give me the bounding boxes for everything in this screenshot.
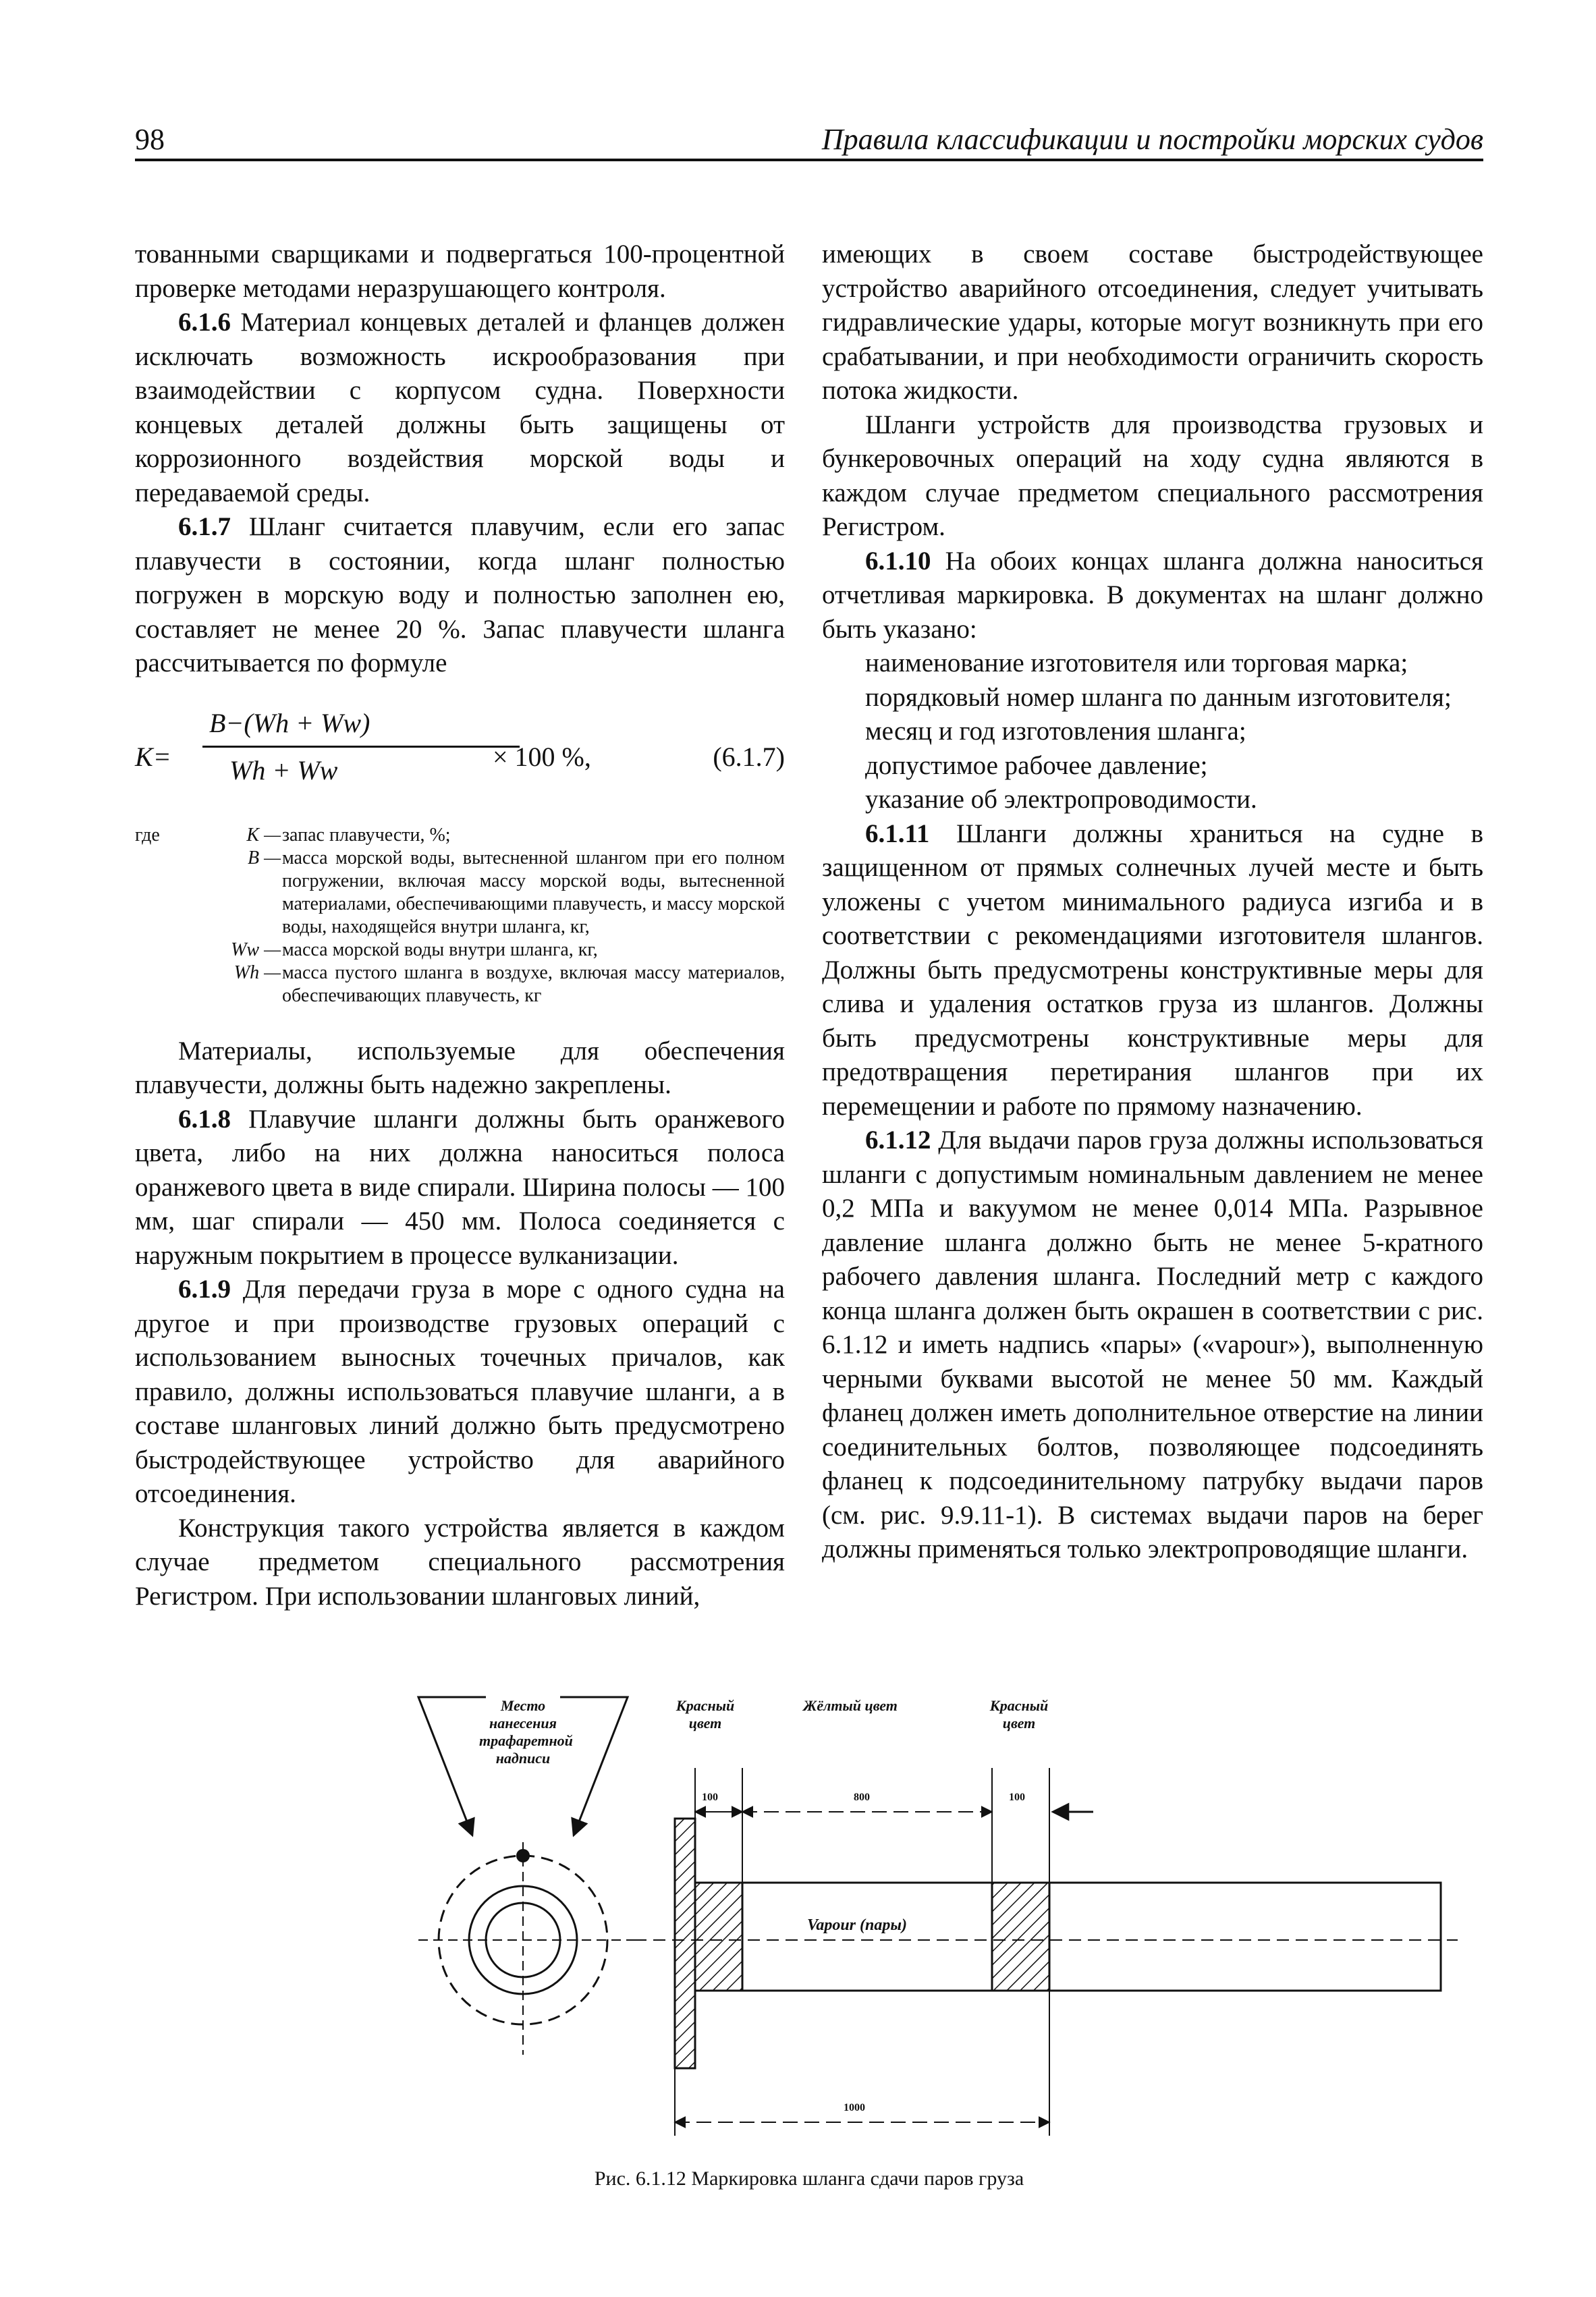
label-yellow-color: Жёлтый цвет [803,1697,898,1714]
dim-1000: 1000 [844,2102,865,2113]
paragraph-6-1-12 [822,1124,1483,1567]
section-number: 6.1.6 [178,308,231,337]
hose-side-view [634,1768,1458,2136]
formula-legend [135,824,785,1007]
legend-item [135,939,785,962]
equation-number: (6.1.7) [713,741,785,772]
figure-caption: Рис. 6.1.12 Маркировка шланга сдачи паров груза [594,2167,1024,2190]
list-item: допустимое рабочее давление; [865,750,1208,780]
legend-text: запас плавучести, %; [282,824,451,846]
legend-text: масса пустого шланга в воздухе, включая массу материалов, обеспечивающих плавучесть, кг [282,962,785,1006]
list-item: порядковый номер шланга по данным изготовителя; [865,682,1452,712]
dim-100-left: 100 [702,1792,718,1803]
right-column [822,238,1483,1567]
label-stencil-place: Место нанесения трафаретной надписи [479,1697,573,1767]
section-number: 6.1.12 [865,1126,931,1155]
dim-100-right: 100 [1009,1792,1025,1803]
running-title: Правила классификации и постройки морских судов [821,123,1483,156]
legend-symbol: B — [248,847,281,868]
legend-label: где [135,824,160,846]
legend-item [135,847,785,939]
formula-multiplier: × 100 %, [493,741,591,772]
left-column [135,238,785,1613]
formula-denominator: Wh + Ww [229,754,338,785]
legend-text: масса морской воды внутри шланга, кг, [282,939,598,960]
section-number: 6.1.8 [178,1104,231,1134]
section-number: 6.1.7 [178,512,231,541]
paragraph-6-1-9 [135,1273,785,1512]
hose-stencil-text: Vapour (пары) [806,1916,908,1934]
figure-hose-marking [378,1670,1525,2163]
paragraph: Шланги устройств для производства грузовых и бункеровочных операций на ходу судна являются в каждом случае предметом специального рассмотрения Регистром. [822,410,1483,541]
page-number: 98 [135,123,165,156]
paragraph-6-1-10 [822,545,1483,647]
page-header [135,118,1483,161]
paragraph-6-1-6 [135,306,785,510]
paragraph-text: Для выдачи паров груза должны использоваться шланги с допустимым номинальным давлением не менее 0,2 МПа и вакуумом не менее 0,014 МПа. Разрывное давление шланга должно быть не менее 5-кратного рабочего давления шланга. Последний метр с каждого конца шланга должен быть окрашен в соответствии с рис. 6.1.12 и иметь надпись «пары» («vapour»), выполненную черными буквами высотой не менее 50 мм. Каждый фланец должен иметь дополнительное отверстие на линии соединительных болтов, позволяющее подсоединять фланец к подсоединительному патрубку выдачи паров (см. рис. 9.9.11-1). В системах выдачи паров на берег должны применяться только электропроводящие шланги. [822,1126,1483,1563]
paragraph-text: Для передачи груза в море с одного судна на другое и при производстве грузовых операций с использованием выносных точечных причалов, как правило, должны использоваться плавучие шланги, а в составе шланговых линий должно быть предусмотрено быстродействующее устройство для аварийного отсоединения. [135,1275,785,1508]
fraction-bar [202,746,520,748]
legend-symbol: Wh — [233,962,281,983]
paragraph-text: На обоих концах шланга должна наноситься отчетливая маркировка. В документах на шланг должно быть указано: [822,546,1483,644]
formula-lhs: K= [135,741,171,772]
paragraph: Конструкция такого устройства является в каждом случае предметом специального рассмотрения Регистром. При использовании шланговых линий, [135,1513,785,1611]
paragraph-text: Материал концевых деталей и фланцев должен исключать возможность искрообразования при взаимодействии с корпусом судна. Поверхности концевых деталей должны быть защищены от коррозионного воздействия морской воды и передаваемой среды. [135,308,785,507]
dim-800: 800 [854,1792,870,1803]
formula-6-1-7 [135,707,785,814]
flange-end-view [418,1842,634,2055]
paragraph: имеющих в своем составе быстродействующее устройство аварийного отсоединения, следует учитывать гидравлические удары, которые могут возникнуть при его срабатывании, и при необходимости ограничить скорость потока жидкости. [822,240,1483,405]
legend-text: масса морской воды, вытесненной шлангом при его полном погружении, включая массу морской воды, вытесненной материалами, обеспечивающими плавучесть, и массу морской воды, находящейся внутри шланга, кг, [282,847,785,937]
legend-symbol: K — [246,824,281,846]
section-number: 6.1.9 [178,1275,231,1304]
label-red-color-left: Красный цвет [676,1697,735,1732]
paragraph-6-1-7 [135,510,785,681]
paragraph-text: Шланги должны храниться на судне в защищенном от прямых солнечных лучей месте и быть уложены с учетом минимального радиуса изгиба и в соответствии с рекомендациями изготовителя шлангов. Должны быть предусмотрены конструктивные меры для слива и удаления остатков груза из шлангов. Должны быть предусмотрены конструктивные меры для предотвращения перетирания шлангов при их перемещении и работе по прямому назначению. [822,819,1483,1121]
paragraph-text: Плавучие шланги должны быть оранжевого цвета, либо на них должна наноситься полоса оранжевого цвета в виде спирали. Ширина полосы — 100 мм, шаг спирали — 450 мм. Полоса соединяется с наружным покрытием в процессе вулканизации. [135,1104,786,1270]
label-red-color-right: Красный цвет [989,1697,1049,1732]
legend-item [135,962,785,1007]
paragraph-6-1-11 [822,817,1483,1124]
legend-item [135,824,785,847]
section-number: 6.1.10 [865,546,931,576]
section-number: 6.1.11 [865,819,930,848]
paragraph: Материалы, используемые для обеспечения плавучести, должны быть надежно закреплены. [135,1036,785,1099]
list-item: указание об электропроводимости. [865,785,1257,814]
list-item: наименование изготовителя или торговая марка; [865,648,1408,677]
paragraph: тованными сварщиками и подвергаться 100-процентной проверке методами неразрушающего контроля. [135,240,785,303]
legend-symbol: Ww — [231,939,281,960]
formula-numerator: B−(Wh + Ww) [209,707,370,738]
paragraph-6-1-8 [135,1103,785,1273]
paragraph-text: Шланг считается плавучим, если его запас плавучести в состоянии, когда шланг полностью погружен в морскую воду и полностью заполнен ею, составляет не менее 20 %. Запас плавучести шланга рассчитывается по формуле [135,512,785,677]
list-item: месяц и год изготовления шланга; [865,717,1246,746]
